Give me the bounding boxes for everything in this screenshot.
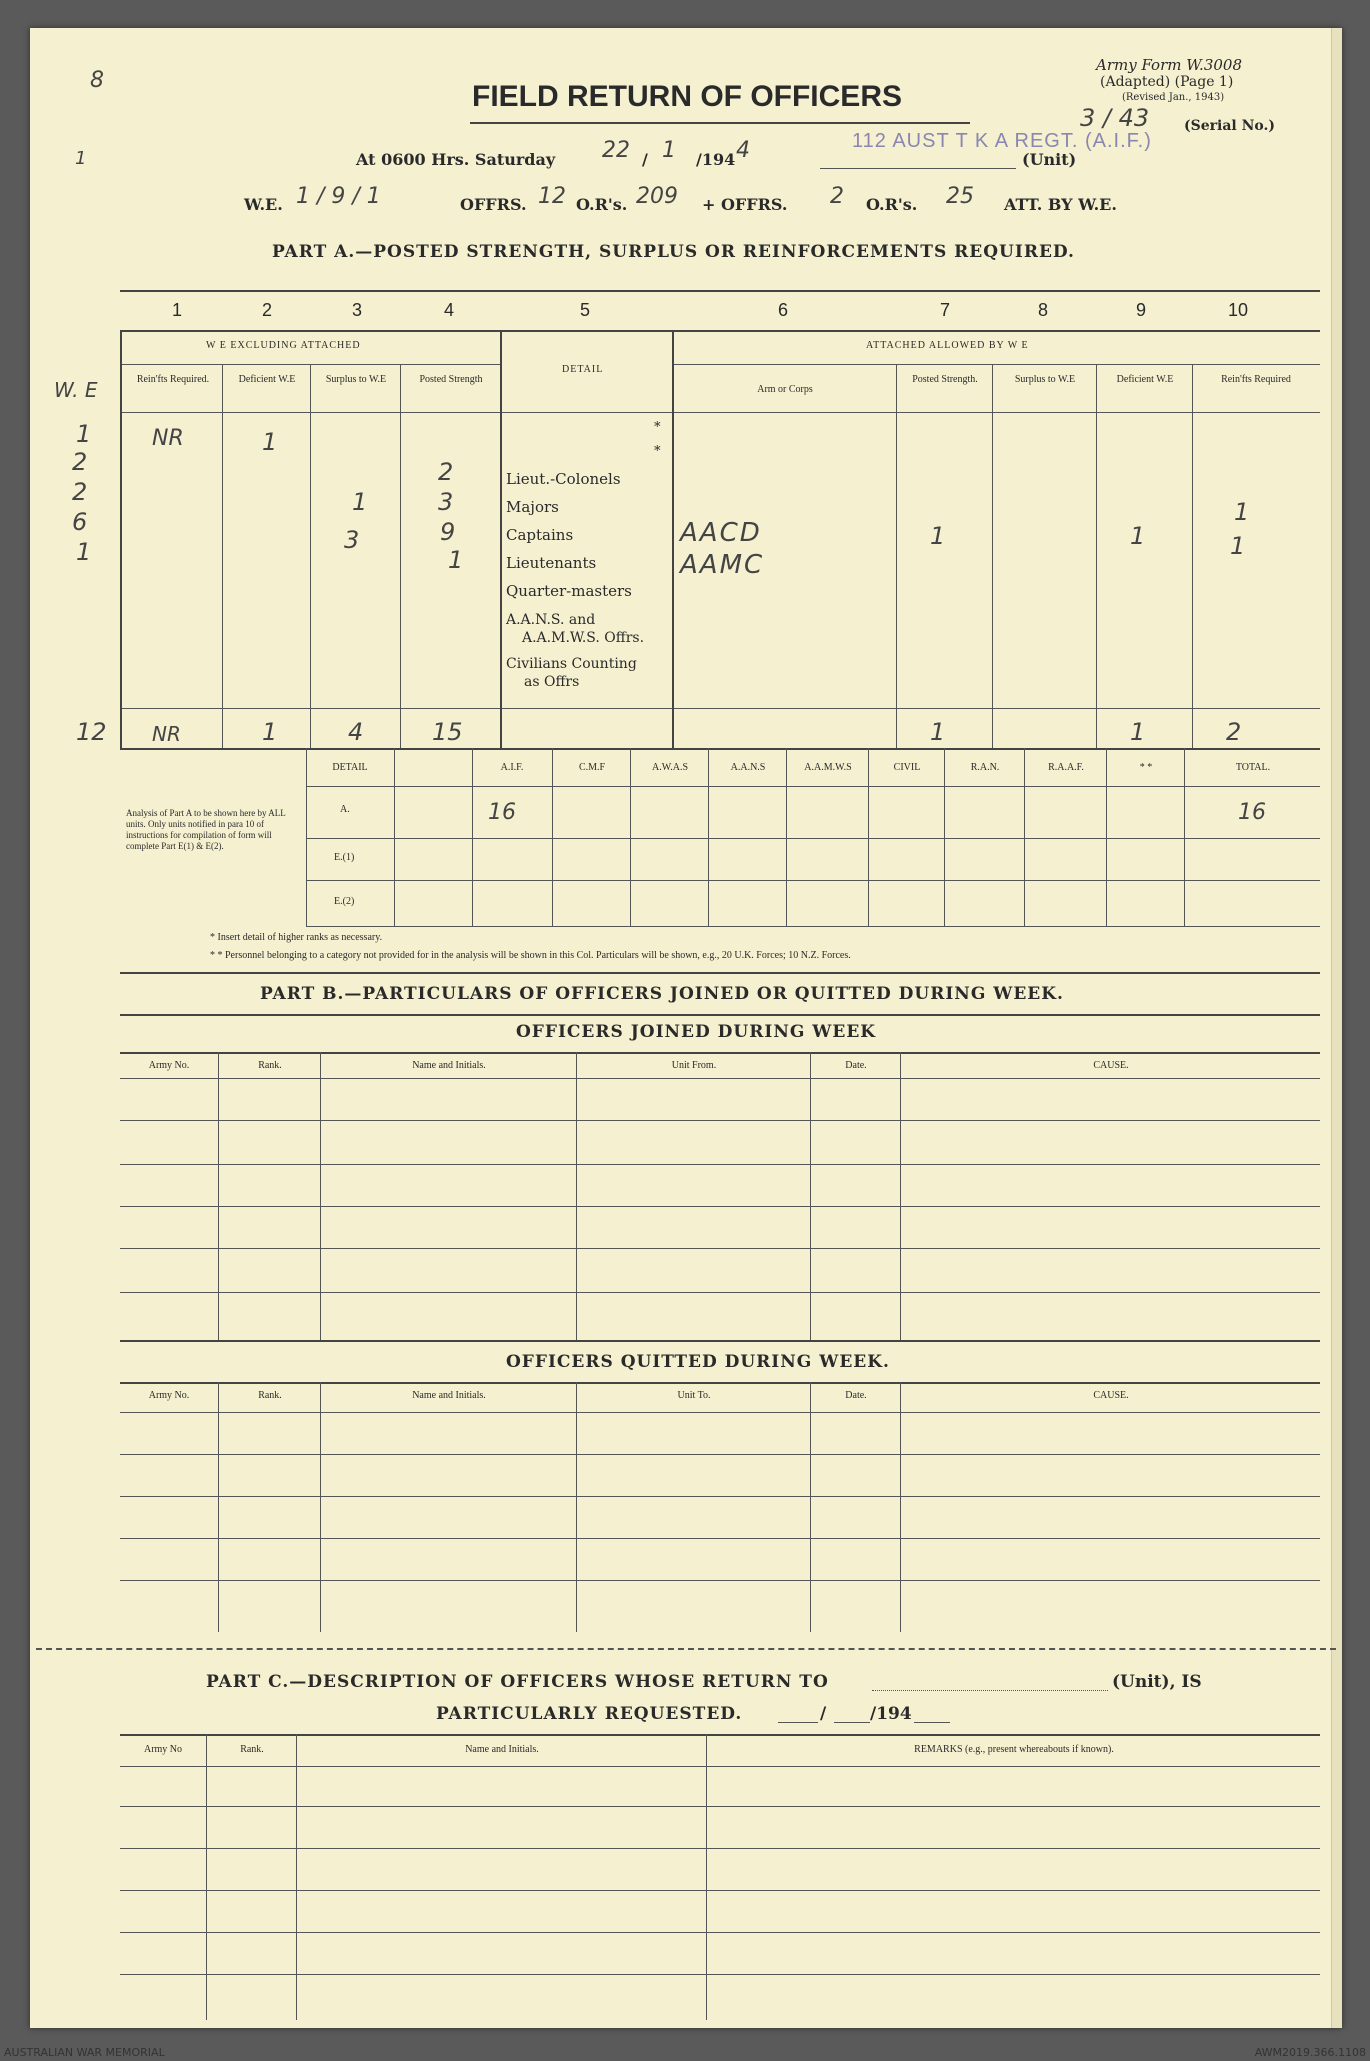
rule <box>120 1974 1320 1975</box>
offrs-value: 12 <box>538 184 566 209</box>
att-label: ATT. BY W.E. <box>1004 195 1117 214</box>
hw-margin-count: 1 <box>76 538 92 566</box>
rule <box>120 1206 1320 1207</box>
analysis-row-label: E.(1) <box>334 852 355 863</box>
rule <box>120 1014 1320 1016</box>
rule <box>120 1052 1320 1054</box>
rule <box>120 1538 1320 1539</box>
analysis-col-header: R.A.A.F. <box>1048 762 1084 773</box>
joined-header-name: Name and Initials. <box>412 1060 486 1071</box>
date-slash: / <box>642 150 648 169</box>
unit-stamp: 112 AUST T K A REGT. (A.I.F.) <box>852 130 1152 152</box>
hw-margin-count: 2 <box>72 478 88 506</box>
rule <box>120 1454 1320 1455</box>
col-header-surplus: Surplus to W.E <box>325 374 387 385</box>
ors2-label: O.R's. <box>866 195 918 214</box>
rule <box>810 1382 811 1632</box>
footnote: * * Personnel belonging to a category not provided for in the analysis will be shown in this Col. Particulars will be shown, e.g., 20 U.K. Forces; 10 N.Z. Forces. <box>210 950 851 961</box>
ors-label: O.R's. <box>576 195 628 214</box>
analysis-col-header: CIVIL <box>893 762 921 773</box>
rule <box>120 1766 1320 1767</box>
analysis-row-label: A. <box>340 804 350 815</box>
hw-posted: 3 <box>438 488 454 516</box>
hw-reinfts-att: 1 <box>1230 532 1246 560</box>
rule <box>120 330 1320 332</box>
rule <box>472 748 473 926</box>
rule <box>122 708 1320 709</box>
margin-mark: 1 <box>75 148 87 169</box>
rule <box>306 838 1320 839</box>
hw-deficient: 1 <box>262 428 278 456</box>
hw-margin-count: 1 <box>76 420 92 448</box>
rule <box>120 748 1320 750</box>
hw-total-reinfts: NR <box>152 722 181 746</box>
analysis-col-header: C.M.F <box>578 762 606 773</box>
col-number: 9 <box>1136 300 1147 320</box>
tear-line <box>36 1648 1336 1650</box>
hw-analysis-total: 16 <box>1238 800 1266 825</box>
col-number: 6 <box>778 300 789 320</box>
group-header-left: W E EXCLUDING ATTACHED <box>206 340 361 351</box>
hw-reinfts: NR <box>152 426 184 451</box>
rank-label: Majors <box>506 498 559 516</box>
rule <box>400 364 401 748</box>
serial-handwritten: 3 / 43 <box>1080 104 1150 132</box>
col-number: 1 <box>172 300 183 320</box>
ors-value: 209 <box>636 184 678 209</box>
date-slash: / <box>820 1704 827 1724</box>
date-blank <box>914 1722 950 1723</box>
serial-label: (Serial No.) <box>1184 118 1275 134</box>
hw-total-margin: 12 <box>76 718 107 746</box>
analysis-col-header: DETAIL <box>332 762 368 773</box>
unit-line <box>820 168 1016 169</box>
rule <box>708 748 709 926</box>
hw-deficient-att: 1 <box>1130 522 1146 550</box>
col-number: 4 <box>444 300 455 320</box>
rule <box>944 748 945 926</box>
rule <box>320 1052 321 1340</box>
joined-header-date: Date. <box>845 1060 867 1071</box>
rule <box>296 1734 297 2020</box>
part-c-header-army-no: Army No <box>143 1744 183 1755</box>
hw-posted-att: 1 <box>930 522 946 550</box>
at-hours-label: At 0600 Hrs. Saturday <box>356 150 556 169</box>
rule <box>120 1248 1320 1249</box>
rule <box>394 748 395 926</box>
joined-title: OFFICERS JOINED DURING WEEK <box>516 1022 877 1042</box>
group-header-right: ATTACHED ALLOWED BY W E <box>866 340 1029 351</box>
rule <box>120 1734 1320 1736</box>
unit-label: (Unit) <box>1022 150 1077 169</box>
rule <box>120 1496 1320 1497</box>
joined-header-unit-from: Unit From. <box>671 1060 717 1071</box>
rule <box>222 364 223 748</box>
rule <box>120 1580 1320 1581</box>
footer-institution: AUSTRALIAN WAR MEMORIAL <box>4 2046 165 2059</box>
rule <box>1024 748 1025 926</box>
part-c-subtitle: PARTICULARLY REQUESTED. <box>436 1704 743 1724</box>
analysis-col-header: A.W.A.S <box>651 762 689 773</box>
rule <box>320 1382 321 1632</box>
footer-accession: AWM2019.366.1108 <box>1254 2046 1366 2059</box>
rule <box>122 412 1320 413</box>
hw-posted: 1 <box>448 546 464 574</box>
form-paper <box>30 28 1342 2028</box>
rank-label: A.A.N.S. and <box>506 612 596 628</box>
col-number: 3 <box>352 300 363 320</box>
quitted-header-rank: Rank. <box>258 1390 282 1401</box>
form-adapted: (Adapted) (Page 1) <box>1100 74 1234 90</box>
rank-label: A.A.M.W.S. Offrs. <box>522 630 645 646</box>
quitted-header-unit-to: Unit To. <box>677 1390 711 1401</box>
analysis-col-header: A.A.M.W.S <box>804 762 852 773</box>
rank-star: * <box>654 444 661 459</box>
part-c-unit-label: (Unit), IS <box>1112 1672 1202 1692</box>
col-number: 10 <box>1228 300 1249 320</box>
rule <box>120 1412 1320 1413</box>
col-number: 2 <box>262 300 273 320</box>
rank-label: Captains <box>506 526 574 544</box>
part-c-year: /194 <box>870 1704 912 1724</box>
hw-total-surplus: 4 <box>348 718 364 746</box>
rule <box>120 1120 1320 1121</box>
rule <box>206 1734 207 2020</box>
date-month: 1 <box>662 138 676 163</box>
date-year: 4 <box>736 138 750 163</box>
quitted-header-cause: CAUSE. <box>1093 1390 1129 1401</box>
rule <box>552 748 553 926</box>
footnote: * Insert detail of higher ranks as necessary. <box>210 932 383 943</box>
hw-margin-count: 2 <box>72 448 88 476</box>
rule <box>900 1382 901 1632</box>
quitted-title: OFFICERS QUITTED DURING WEEK. <box>506 1352 890 1372</box>
rule <box>500 330 502 748</box>
col-header-reinfts: Rein'fts Required. <box>136 374 210 385</box>
rule <box>120 1164 1320 1165</box>
rule <box>706 1734 707 2020</box>
hw-analysis-aif: 16 <box>488 800 516 825</box>
rule <box>868 748 869 926</box>
quitted-header-name: Name and Initials. <box>412 1390 486 1401</box>
rank-label: Lieut.-Colonels <box>506 470 621 488</box>
rank-label: as Offrs <box>524 674 580 690</box>
rule <box>218 1382 219 1632</box>
col-header-posted: Posted Strength <box>419 374 483 385</box>
plus-offrs-value: 2 <box>830 184 844 209</box>
date-blank <box>834 1722 870 1723</box>
quitted-header-army-no: Army No. <box>148 1390 190 1401</box>
joined-header-rank: Rank. <box>258 1060 282 1071</box>
rule <box>810 1052 811 1340</box>
rule <box>576 1052 577 1340</box>
rank-label: Quarter-masters <box>506 582 632 600</box>
rank-star: * <box>654 420 661 435</box>
hw-reinfts-att: 1 <box>1234 498 1250 526</box>
date-year-prefix: /194 <box>696 150 736 169</box>
rule <box>1106 748 1107 926</box>
hw-total-reinfts-att: 2 <box>1226 718 1242 746</box>
analysis-col-header: A.I.F. <box>500 762 524 773</box>
rule <box>630 748 631 926</box>
paper-edge <box>1331 28 1342 2028</box>
rule <box>120 1890 1320 1891</box>
col-number: 8 <box>1038 300 1049 320</box>
analysis-col-header: TOTAL. <box>1235 762 1271 773</box>
col-header-arm: Arm or Corps <box>757 384 813 395</box>
rule <box>1184 748 1185 926</box>
rule <box>120 1078 1320 1079</box>
unit-blank <box>872 1690 1108 1691</box>
rule <box>1192 364 1193 748</box>
rule <box>120 1340 1320 1342</box>
col-number: 7 <box>940 300 951 320</box>
title-underline <box>470 122 970 124</box>
col-header-posted-att: Posted Strength. <box>912 374 978 385</box>
hw-arm: AACD <box>680 518 762 548</box>
rule <box>120 1806 1320 1807</box>
rank-label: Civilians Counting <box>506 656 637 672</box>
rule <box>306 880 1320 881</box>
hw-surplus: 3 <box>344 526 360 554</box>
form-revised: (Revised Jan., 1943) <box>1122 92 1225 103</box>
hw-arm: AAMC <box>680 550 765 580</box>
col-header-reinfts-att: Rein'fts Required <box>1221 374 1291 385</box>
joined-header-army-no: Army No. <box>148 1060 190 1071</box>
rule <box>896 364 897 748</box>
rule <box>120 1848 1320 1849</box>
rule <box>120 1932 1320 1933</box>
part-c-title: PART C.—DESCRIPTION OF OFFICERS WHOSE RETURN TO <box>206 1672 829 1692</box>
col-header-deficient: Deficient W.E <box>238 374 296 385</box>
hw-surplus: 1 <box>352 488 368 516</box>
rule <box>310 364 311 748</box>
hw-we-margin: W. E <box>54 378 98 402</box>
rule <box>672 364 1320 365</box>
part-c-header-remarks: REMARKS (e.g., present whereabouts if known). <box>914 1744 1114 1755</box>
rule <box>120 330 122 748</box>
col-header-surplus-att: Surplus to W.E <box>1014 374 1076 385</box>
rule <box>120 290 1320 292</box>
hw-margin-count: 6 <box>72 508 88 536</box>
analysis-row-label: E.(2) <box>334 896 355 907</box>
rule <box>306 786 1320 787</box>
rule <box>992 364 993 748</box>
margin-mark: 8 <box>90 68 104 93</box>
joined-header-cause: CAUSE. <box>1093 1060 1129 1071</box>
rule <box>120 1382 1320 1384</box>
we-value: 1 / 9 / 1 <box>296 184 381 209</box>
col-number: 5 <box>580 300 591 320</box>
part-c-header-name: Name and Initials. <box>465 1744 539 1755</box>
rule <box>576 1382 577 1632</box>
analysis-col-header: R.A.N. <box>970 762 1000 773</box>
rule <box>120 1292 1320 1293</box>
offrs-label: OFFRS. <box>460 195 527 214</box>
rule <box>786 748 787 926</box>
rule <box>218 1052 219 1340</box>
part-a-title: PART A.—POSTED STRENGTH, SURPLUS OR REINFORCEMENTS REQUIRED. <box>272 242 1075 262</box>
date-day: 22 <box>602 138 630 163</box>
hw-posted: 9 <box>440 518 456 546</box>
rule <box>306 926 1320 927</box>
plus-offrs-label: + OFFRS. <box>702 195 788 214</box>
hw-total-deficient-att: 1 <box>1130 718 1146 746</box>
analysis-note: Analysis of Part A to be shown here by ALL units. Only units notified in para 10 of instructions for compilation of form will complete Part E(1) & E(2). <box>126 808 286 851</box>
rule <box>1096 364 1097 748</box>
page-title: FIELD RETURN OF OFFICERS <box>472 80 902 113</box>
analysis-col-header: A.A.N.S <box>730 762 766 773</box>
hw-posted: 2 <box>438 458 454 486</box>
hw-total-posted: 15 <box>432 718 463 746</box>
quitted-header-date: Date. <box>845 1390 867 1401</box>
part-c-header-rank: Rank. <box>240 1744 264 1755</box>
rule <box>120 972 1320 974</box>
analysis-col-header: * * <box>1139 762 1153 773</box>
rank-label: Lieutenants <box>506 554 597 572</box>
we-label: W.E. <box>244 195 283 214</box>
date-blank <box>778 1722 818 1723</box>
part-b-title: PART B.—PARTICULARS OF OFFICERS JOINED OR QUITTED DURING WEEK. <box>260 984 1064 1004</box>
col-header-deficient-att: Deficient W.E <box>1116 374 1174 385</box>
hw-total-posted-att: 1 <box>930 718 946 746</box>
hw-total-deficient: 1 <box>262 718 278 746</box>
form-id: Army Form W.3008 <box>1096 56 1242 74</box>
ors2-value: 25 <box>946 184 974 209</box>
rule <box>122 364 500 365</box>
detail-header: DETAIL <box>562 364 604 375</box>
rule <box>672 330 674 748</box>
rule <box>900 1052 901 1340</box>
rule <box>306 748 307 926</box>
